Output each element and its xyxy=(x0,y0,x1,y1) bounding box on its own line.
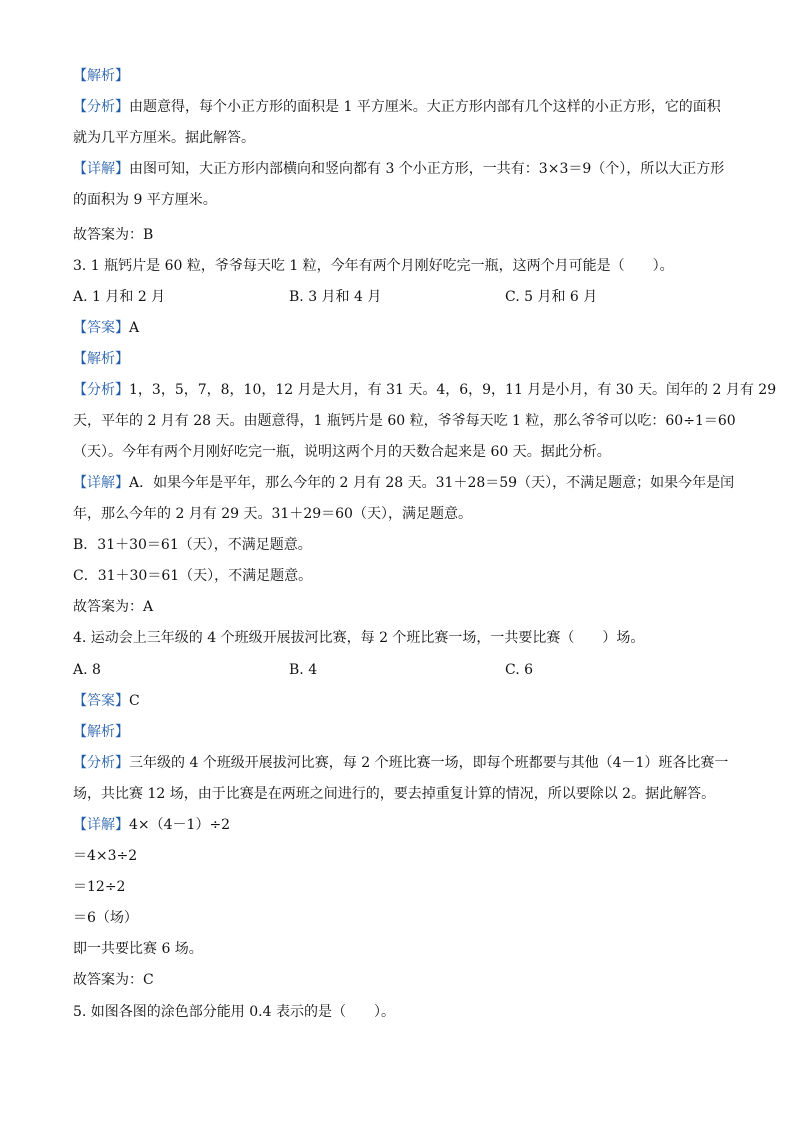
text-line xyxy=(73,442,733,462)
line-text: 就为几平方厘米。据此解答。 xyxy=(73,130,255,146)
section-tag: 【解析】 xyxy=(73,351,129,367)
line-text: 故答案为：B xyxy=(73,227,154,243)
line-text: A．如果今年是平年，那么今年的 2 月有 28 天。31＋28＝59（天），不满足题意；如果今年是闰 xyxy=(129,475,735,491)
q3-option-b: B. 3 月和 4 月 xyxy=(289,289,382,305)
line-text: C．31＋30＝61（天），不满足题意。 xyxy=(73,568,313,584)
text-line xyxy=(73,722,733,742)
text-line xyxy=(73,660,733,680)
section-tag: 【分析】 xyxy=(73,382,129,398)
text-line xyxy=(73,97,733,117)
line-text: 的面积为 9 平方厘米。 xyxy=(73,192,217,208)
text-line xyxy=(73,939,733,959)
text-line xyxy=(73,691,733,711)
text-line xyxy=(73,753,733,773)
line-text: 由图可知，大正方形内部横向和竖向都有 3 个小正方形，一共有：3×3＝9（个），所以大正方形 xyxy=(129,161,725,177)
text-line xyxy=(73,380,777,400)
text-line xyxy=(73,908,733,928)
line-text: 4. 运动会上三年级的 4 个班级开展拔河比赛，每 2 个班比赛一场，一共要比赛（ ）场。 xyxy=(73,630,645,646)
text-line xyxy=(73,597,733,617)
line-text: 故答案为：C xyxy=(73,972,154,988)
text-line xyxy=(73,504,733,524)
text-line xyxy=(73,628,733,648)
text-line xyxy=(73,349,733,369)
q3-option-a: A. 1 月和 2 月 xyxy=(73,289,166,305)
text-line xyxy=(73,877,733,897)
text-line xyxy=(73,256,733,276)
line-text: 故答案为：A xyxy=(73,599,154,615)
line-text: A xyxy=(129,320,140,336)
line-text: 天，平年的 2 月有 28 天。由题意得，1 瓶钙片是 60 粒，爷爷每天吃 1 粒，那么爷爷可以吃：60÷1＝60 xyxy=(73,413,736,429)
line-text: 5. 如图各图的涂色部分能用 0.4 表示的是（ ）。 xyxy=(73,1004,395,1020)
line-text: （天）。今年有两个月刚好吃完一瓶，说明这两个月的天数合起来是 60 天。据此分析。 xyxy=(73,444,611,460)
text-line xyxy=(73,970,733,990)
section-tag: 【分析】 xyxy=(73,99,129,115)
line-text: B．31＋30＝61（天），不满足题意。 xyxy=(73,537,312,553)
line-text: 即一共要比赛 6 场。 xyxy=(73,941,203,957)
line-text: 场，共比赛 12 场，由于比赛是在两班之间进行的，要去掉重复计算的情况，所以要除以 2。据此解答。 xyxy=(73,786,716,802)
text-line xyxy=(73,1002,733,1022)
text-line xyxy=(73,318,733,338)
text-line xyxy=(73,287,733,307)
section-tag: 【答案】 xyxy=(73,320,129,336)
q4-option-b: B. 4 xyxy=(289,662,318,678)
text-line xyxy=(73,128,733,148)
line-text: ＝12÷2 xyxy=(73,879,126,895)
line-text: C xyxy=(129,693,140,709)
text-line xyxy=(73,159,733,179)
section-tag: 【答案】 xyxy=(73,693,129,709)
section-tag: 【详解】 xyxy=(73,817,129,833)
q4-option-c: C. 6 xyxy=(505,662,534,678)
line-text: 3. 1 瓶钙片是 60 粒，爷爷每天吃 1 粒，今年有两个月刚好吃完一瓶，这两个月可能是（ ）。 xyxy=(73,258,674,274)
text-line xyxy=(73,190,733,210)
q3-option-c: C. 5 月和 6 月 xyxy=(505,289,598,305)
section-tag: 【解析】 xyxy=(73,724,129,740)
line-text: 由题意得，每个小正方形的面积是 1 平方厘米。大正方形内部有几个这样的小正方形，它的面积 xyxy=(129,99,721,115)
section-tag: 【详解】 xyxy=(73,161,129,177)
text-line xyxy=(73,473,733,493)
line-text: 年，那么今年的 2 月有 29 天。31＋29＝60（天），满足题意。 xyxy=(73,506,472,522)
text-line xyxy=(73,66,733,86)
section-tag: 【详解】 xyxy=(73,475,129,491)
line-text: ＝6（场） xyxy=(73,910,138,926)
text-line xyxy=(73,566,733,586)
text-line xyxy=(73,815,733,835)
line-text: 1，3，5，7，8，10，12 月是大月，有 31 天。4，6，9，11 月是小月，有 30 天。闰年的 2 月有 29 xyxy=(129,382,777,398)
line-text: ＝4×3÷2 xyxy=(73,848,138,864)
section-tag: 【解析】 xyxy=(73,68,129,84)
line-text: 4×（4－1）÷2 xyxy=(129,817,231,833)
line-text: 三年级的 4 个班级开展拔河比赛，每 2 个班比赛一场，即每个班都要与其他（4－1）班各比赛一 xyxy=(129,755,729,771)
text-line xyxy=(73,846,733,866)
text-line xyxy=(73,784,733,804)
q4-option-a: A. 8 xyxy=(73,662,101,678)
text-line xyxy=(73,225,733,245)
section-tag: 【分析】 xyxy=(73,755,129,771)
text-line xyxy=(73,411,736,431)
text-line xyxy=(73,535,733,555)
